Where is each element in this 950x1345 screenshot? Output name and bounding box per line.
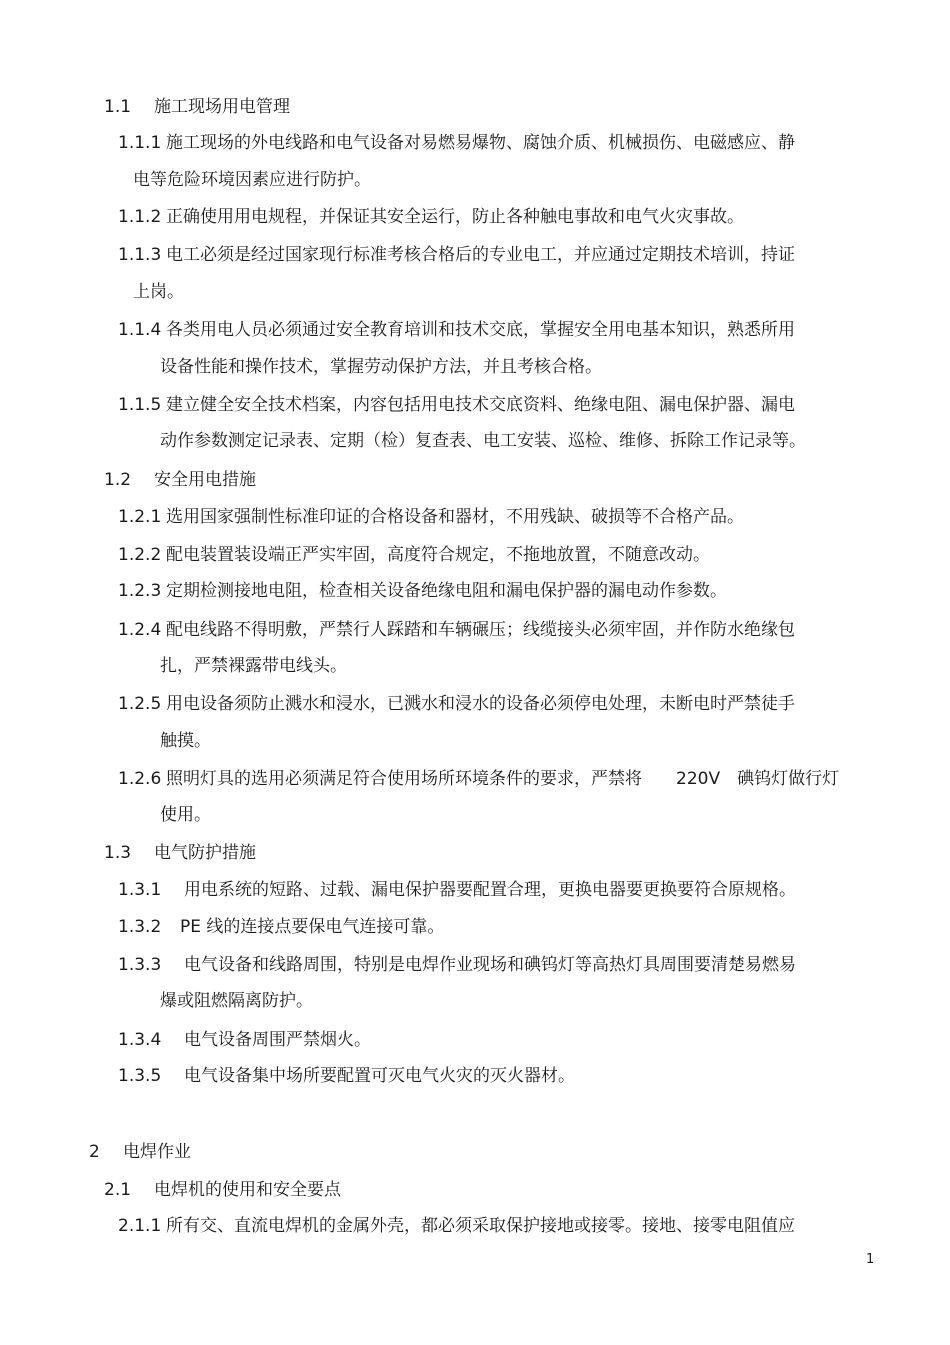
item-text: 配电装置装设端正严实牢固，高度符合规定，不拖地放置，不随意改动。 (166, 545, 710, 565)
item-1-1-1-cont (133, 170, 371, 190)
item-1-2-5-cont (160, 731, 211, 751)
item-number: 1.1.3 (118, 245, 162, 265)
item-text: 用电设备须防止溅水和浸水，已溅水和浸水的设备必须停电处理，未断电时严禁徒手 (166, 694, 795, 714)
heading-1-3 (104, 843, 256, 863)
item-1-3-2 (118, 917, 444, 937)
section-number: 2.1 (104, 1180, 132, 1200)
item-1-1-3 (118, 245, 795, 265)
item-2-1-1 (118, 1216, 795, 1236)
item-text: 建立健全安全技术档案，内容包括用电技术交底资料、绝缘电阻、漏电保护器、漏电 (166, 395, 795, 415)
item-number: 1.3.3 (118, 955, 162, 975)
item-text-continued: 使用。 (160, 805, 211, 825)
item-1-2-3 (118, 581, 727, 601)
item-text-continued: 触摸。 (160, 731, 211, 751)
heading-text: 施工现场用电管理 (154, 97, 290, 117)
heading-text: 安全用电措施 (154, 470, 256, 490)
item-text-continued: 设备性能和操作技术，掌握劳动保护方法，并且考核合格。 (160, 357, 602, 377)
item-1-3-5 (118, 1066, 575, 1086)
item-number: 1.2.6 (118, 769, 162, 789)
item-text: 电气设备周围严禁烟火。 (184, 1030, 371, 1050)
item-1-2-2 (118, 545, 710, 565)
item-1-1-4-cont (160, 357, 602, 377)
item-text: 配电线路不得明敷，严禁行人踩踏和车辆碾压；线缆接头必须牢固，并作防水绝缘包 (166, 620, 795, 640)
item-text: 电工必须是经过国家现行标准考核合格后的专业电工，并应通过定期技术培训，持证 (166, 245, 795, 265)
item-number: 1.2.2 (118, 545, 162, 565)
item-text: 各类用电人员必须通过安全教育培训和技术交底，掌握安全用电基本知识，熟悉所用 (166, 320, 795, 340)
item-text: 电气设备和线路周围，特别是电焊作业现场和碘钨灯等高热灯具周围要清楚易燃易 (184, 955, 796, 975)
heading-text: 电气防护措施 (154, 843, 256, 863)
item-number: 1.1.4 (118, 320, 162, 340)
item-number: 1.1.1 (118, 133, 162, 153)
page-number: 1 (866, 1252, 875, 1267)
item-text-continued: 上岗。 (133, 282, 184, 302)
item-text-continued: 扎，严禁裸露带电线头。 (160, 656, 347, 676)
item-1-1-4 (118, 320, 795, 340)
heading-1-1 (104, 97, 290, 117)
heading-2-1 (104, 1180, 341, 1200)
item-text: 正确使用用电规程，并保证其安全运行，防止各种触电事故和电气火灾事故。 (166, 207, 744, 227)
item-number: 1.3.2 (118, 917, 162, 937)
chapter-number: 2 (89, 1142, 100, 1162)
item-number: 1.3.4 (118, 1030, 162, 1050)
item-1-1-3-cont (133, 282, 184, 302)
heading-2 (89, 1142, 191, 1162)
item-1-1-2 (118, 207, 744, 227)
item-1-3-4 (118, 1030, 371, 1050)
item-text-continued: 爆或阻燃隔离防护。 (160, 991, 313, 1011)
item-1-3-1 (118, 880, 796, 900)
item-number: 1.1.5 (118, 395, 162, 415)
heading-text: 电焊机的使用和安全要点 (154, 1180, 341, 1200)
item-1-3-3 (118, 955, 796, 975)
item-text: 所有交、直流电焊机的金属外壳，都必须采取保护接地或接零。接地、接零电阻值应 (166, 1216, 795, 1236)
item-1-2-6 (118, 769, 839, 789)
item-number: 2.1.1 (118, 1216, 162, 1236)
item-text: 电气设备集中场所要配置可灭电气火灾的灭火器材。 (184, 1066, 575, 1086)
heading-text: 电焊作业 (123, 1142, 191, 1162)
item-number: 1.2.4 (118, 620, 162, 640)
item-text: 照明灯具的选用必须满足符合使用场所环境条件的要求，严禁将 220V 碘钨灯做行灯 (166, 769, 840, 789)
item-text-continued: 动作参数测定记录表、定期（检）复查表、电工安装、巡检、维修、拆除工作记录等。 (160, 431, 806, 451)
item-text-continued: 电等危险环境因素应进行防护。 (133, 170, 371, 190)
item-number: 1.3.5 (118, 1066, 162, 1086)
item-text: 定期检测接地电阻，检查相关设备绝缘电阻和漏电保护器的漏电动作参数。 (166, 581, 727, 601)
heading-1-2 (104, 470, 256, 490)
item-1-2-4 (118, 620, 795, 640)
section-number: 1.2 (104, 470, 132, 490)
section-number: 1.1 (104, 97, 132, 117)
section-number: 1.3 (104, 843, 132, 863)
item-1-1-5 (118, 395, 795, 415)
item-1-2-4-cont (160, 656, 347, 676)
item-text: 选用国家强制性标准印证的合格设备和器材，不用残缺、破损等不合格产品。 (166, 507, 744, 527)
item-number: 1.3.1 (118, 880, 162, 900)
item-text: 施工现场的外电线路和电气设备对易燃易爆物、腐蚀介质、机械损伤、电磁感应、静 (166, 133, 795, 153)
item-1-2-6-cont (160, 805, 211, 825)
item-1-2-5 (118, 694, 795, 714)
item-text: 用电系统的短路、过载、漏电保护器要配置合理，更换电器要更换要符合原规格。 (184, 880, 796, 900)
item-number: 1.1.2 (118, 207, 162, 227)
item-number: 1.2.3 (118, 581, 162, 601)
item-number: 1.2.1 (118, 507, 162, 527)
item-1-3-3-cont (160, 991, 313, 1011)
item-text: PE 线的连接点要保电气连接可靠。 (180, 917, 445, 937)
item-number: 1.2.5 (118, 694, 162, 714)
item-1-1-1 (118, 133, 795, 153)
item-1-2-1 (118, 507, 744, 527)
item-1-1-5-cont (160, 431, 806, 451)
